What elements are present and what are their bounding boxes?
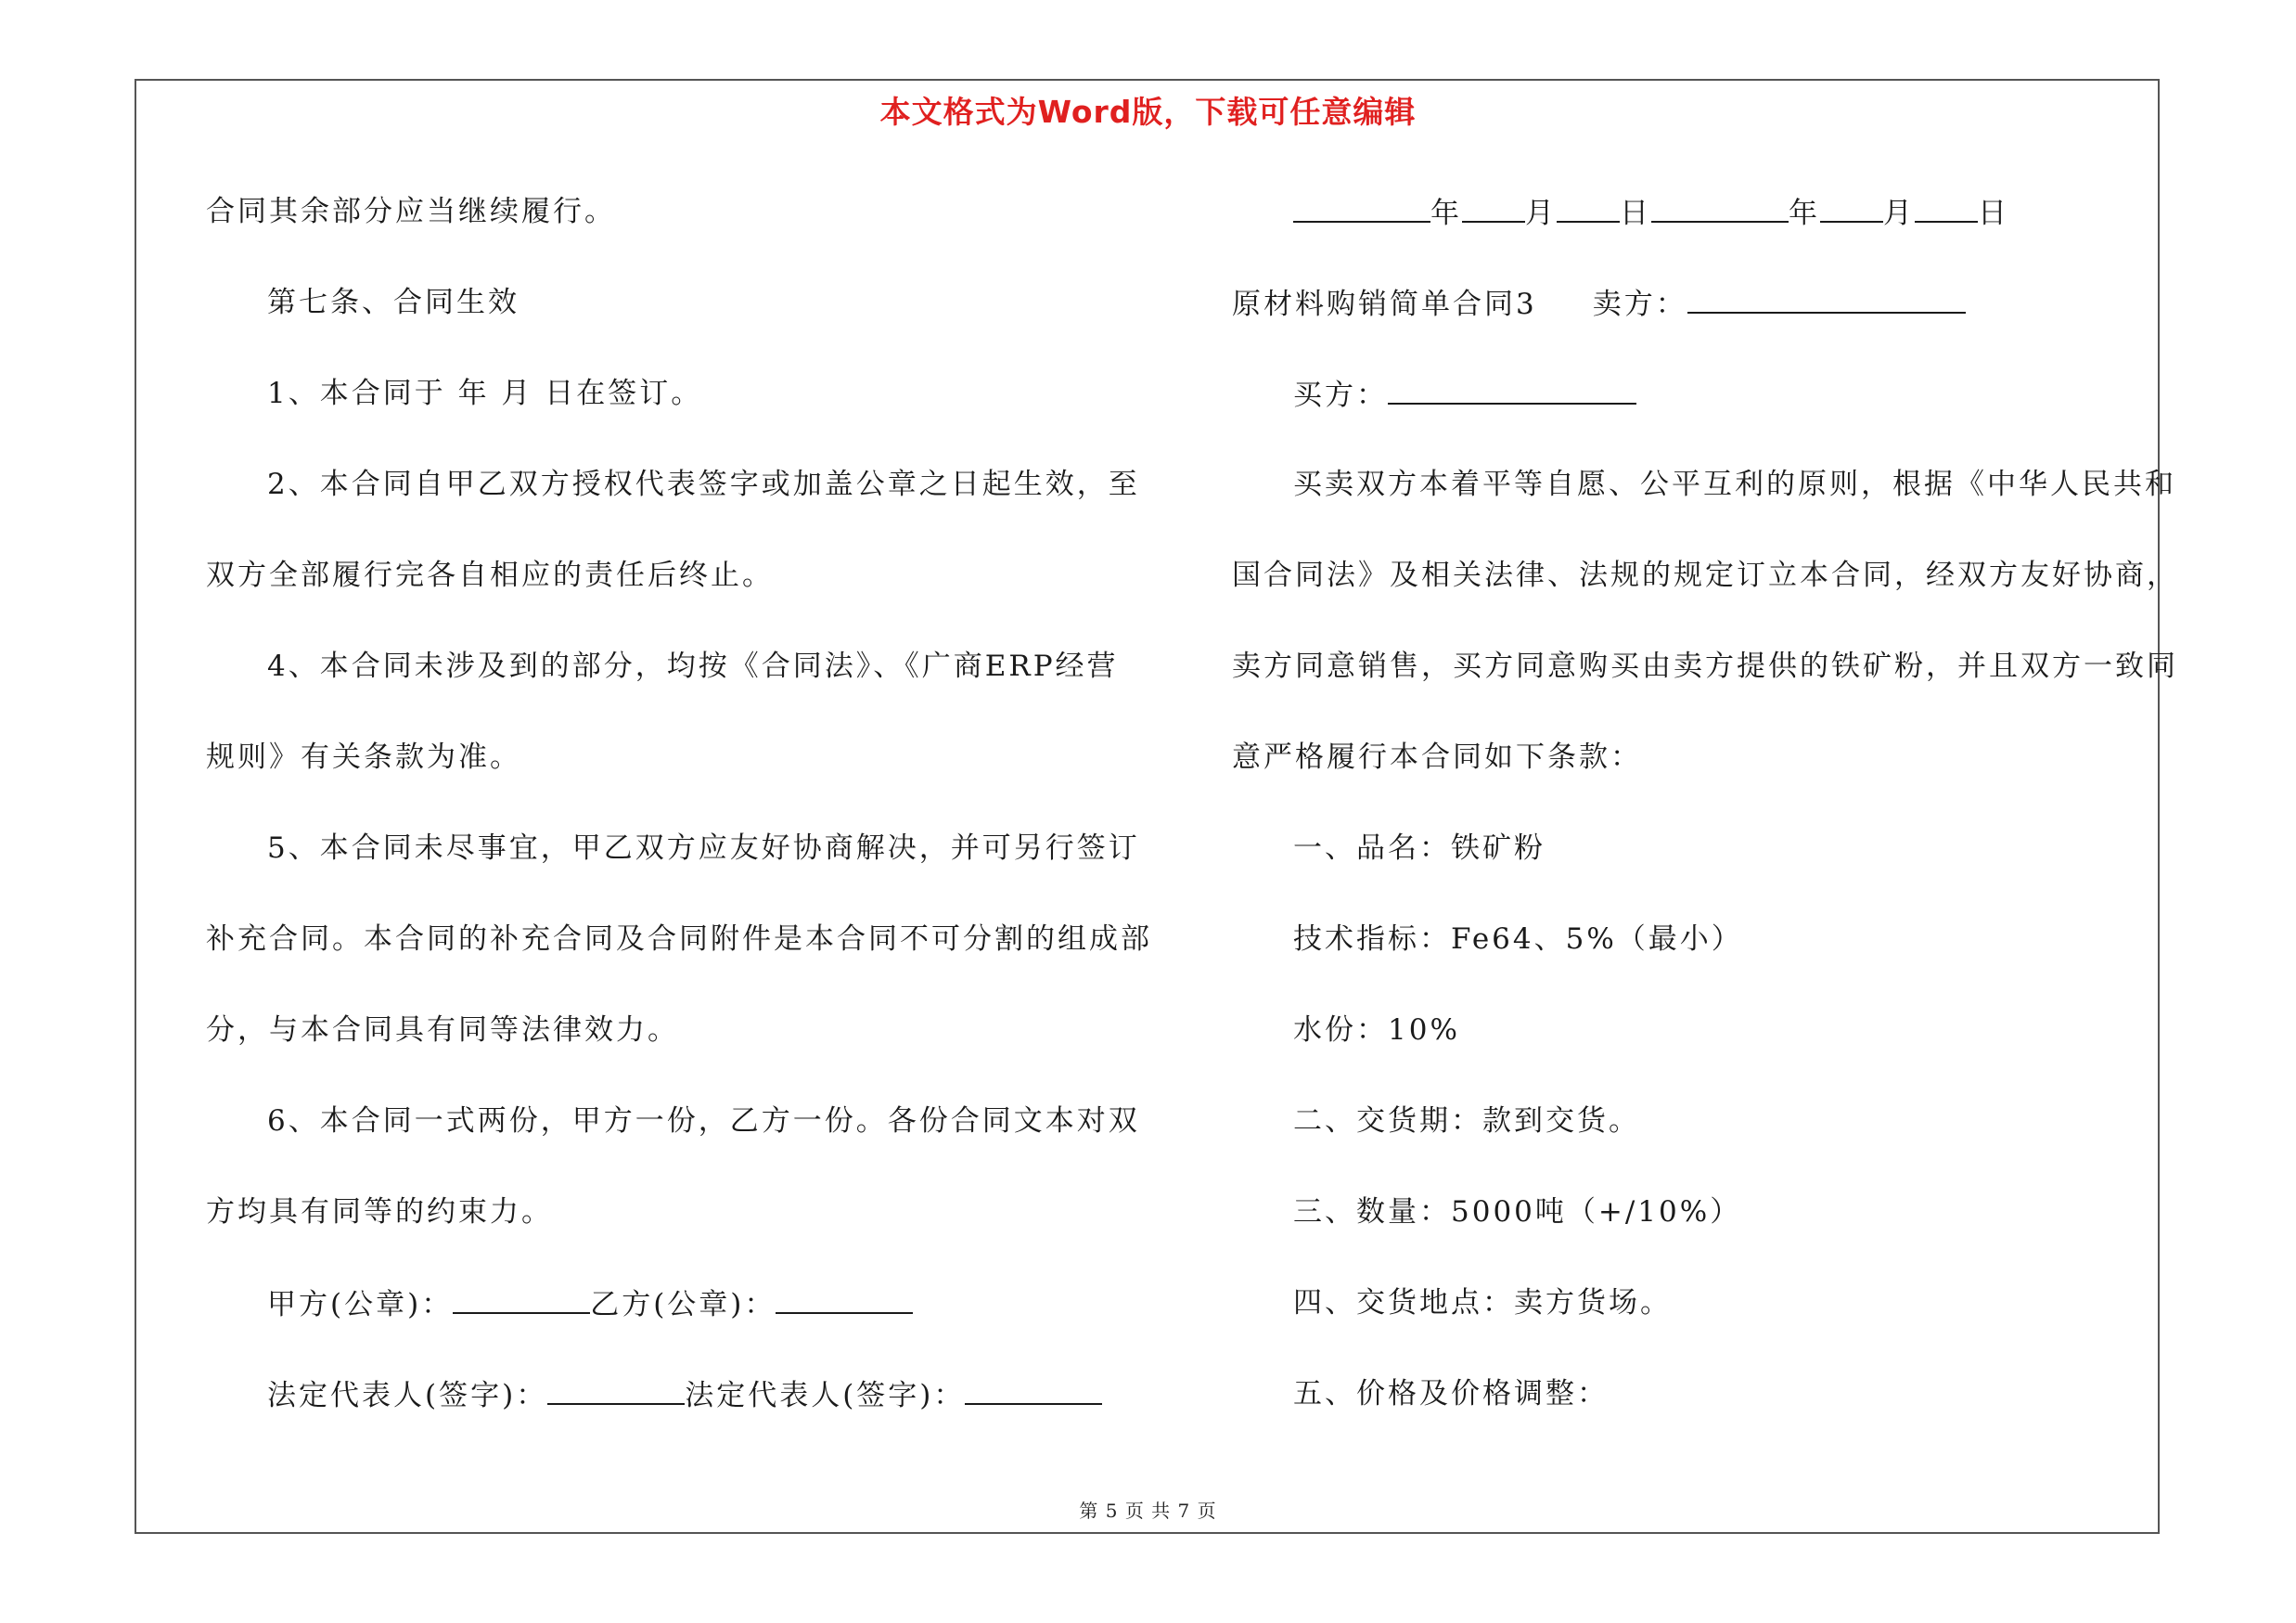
day-label: 日	[1978, 197, 2009, 230]
right-paragraph-line: 买卖双方本着平等自愿、公平互利的原则，根据《中华人民共和	[1293, 468, 2176, 501]
clause-tech-spec: 技术指标：Fe64、5%（最小）	[1293, 922, 1743, 956]
left-paragraph-line: 方均具有同等的约束力。	[206, 1195, 553, 1229]
party-b-seal-blank[interactable]	[776, 1284, 913, 1314]
party-b-representative-label: 法定代表人(签字)：	[685, 1379, 966, 1412]
party-a-representative-label: 法定代表人(签字)：	[267, 1379, 548, 1412]
seller-blank[interactable]	[1687, 284, 1966, 314]
contract-3-title: 原材料购销简单合同3	[1232, 288, 1537, 321]
article-7-heading: 第七条、合同生效	[267, 286, 519, 319]
clause-product-name: 一、品名：铁矿粉	[1293, 831, 1546, 865]
party-a-seal-label: 甲方(公章)：	[267, 1288, 454, 1321]
left-paragraph-line: 6、本合同一式两份，甲方一份，乙方一份。各份合同文本对双	[267, 1104, 1140, 1138]
representative-signature-line	[267, 1375, 1102, 1414]
left-paragraph-line: 补充合同。本合同的补充合同及合同附件是本合同不可分割的组成部	[206, 922, 1152, 956]
signing-date-line	[1293, 193, 2009, 232]
left-paragraph-line: 分，与本合同具有同等法律效力。	[206, 1013, 679, 1047]
left-paragraph-line: 2、本合同自甲乙双方授权代表签字或加盖公章之日起生效，至	[267, 468, 1140, 501]
left-paragraph-line: 5、本合同未尽事宜，甲乙双方应友好协商解决，并可另行签订	[267, 831, 1140, 865]
left-paragraph-line: 合同其余部分应当继续履行。	[206, 195, 616, 228]
party-b-representative-blank[interactable]	[965, 1375, 1102, 1405]
right-paragraph-line: 国合同法》及相关法律、法规的规定订立本合同，经双方友好协商，	[1232, 559, 2178, 592]
buyer-label: 买方：	[1293, 379, 1388, 412]
page-number-footer: 第 5 页 共 7 页	[1079, 1500, 1217, 1522]
day-blank[interactable]	[1557, 193, 1620, 223]
left-paragraph-line: 双方全部履行完各自相应的责任后终止。	[206, 559, 774, 592]
seal-signature-line	[267, 1284, 913, 1323]
contract-3-title-line	[1232, 284, 1966, 323]
month-label: 月	[1883, 197, 1915, 230]
month-label: 月	[1525, 197, 1557, 230]
party-b-seal-label: 乙方(公章)：	[590, 1288, 776, 1321]
left-paragraph-line: 规则》有关条款为准。	[206, 741, 521, 774]
right-paragraph-line: 卖方同意销售，买方同意购买由卖方提供的铁矿粉，并且双方一致同	[1232, 650, 2178, 683]
clause-delivery-period: 二、交货期：款到交货。	[1293, 1104, 1640, 1138]
clause-price: 五、价格及价格调整：	[1293, 1377, 1609, 1410]
right-paragraph-line: 意严格履行本合同如下条款：	[1232, 741, 1642, 774]
buyer-line	[1293, 375, 1636, 414]
party-a-representative-blank[interactable]	[547, 1375, 685, 1405]
month-blank[interactable]	[1462, 193, 1525, 223]
year-label: 年	[1430, 197, 1462, 230]
clause-delivery-place: 四、交货地点：卖方货场。	[1293, 1286, 1672, 1320]
clause-moisture: 水份：10%	[1293, 1013, 1460, 1047]
year-label: 年	[1789, 197, 1820, 230]
party-a-seal-blank[interactable]	[453, 1284, 590, 1314]
left-paragraph-line: 1、本合同于 年 月 日在签订。	[267, 377, 703, 410]
month-blank[interactable]	[1820, 193, 1883, 223]
buyer-blank[interactable]	[1388, 375, 1636, 405]
word-format-banner: 本文格式为Word版，下载可任意编辑	[879, 94, 1417, 130]
year-blank[interactable]	[1651, 193, 1789, 223]
day-blank[interactable]	[1915, 193, 1978, 223]
seller-label: 卖方：	[1592, 288, 1687, 321]
day-label: 日	[1620, 197, 1651, 230]
left-paragraph-line: 4、本合同未涉及到的部分，均按《合同法》、《广商ERP经营	[267, 650, 1119, 683]
clause-quantity: 三、数量：5000吨（+/10%）	[1293, 1195, 1742, 1229]
year-blank[interactable]	[1293, 193, 1430, 223]
